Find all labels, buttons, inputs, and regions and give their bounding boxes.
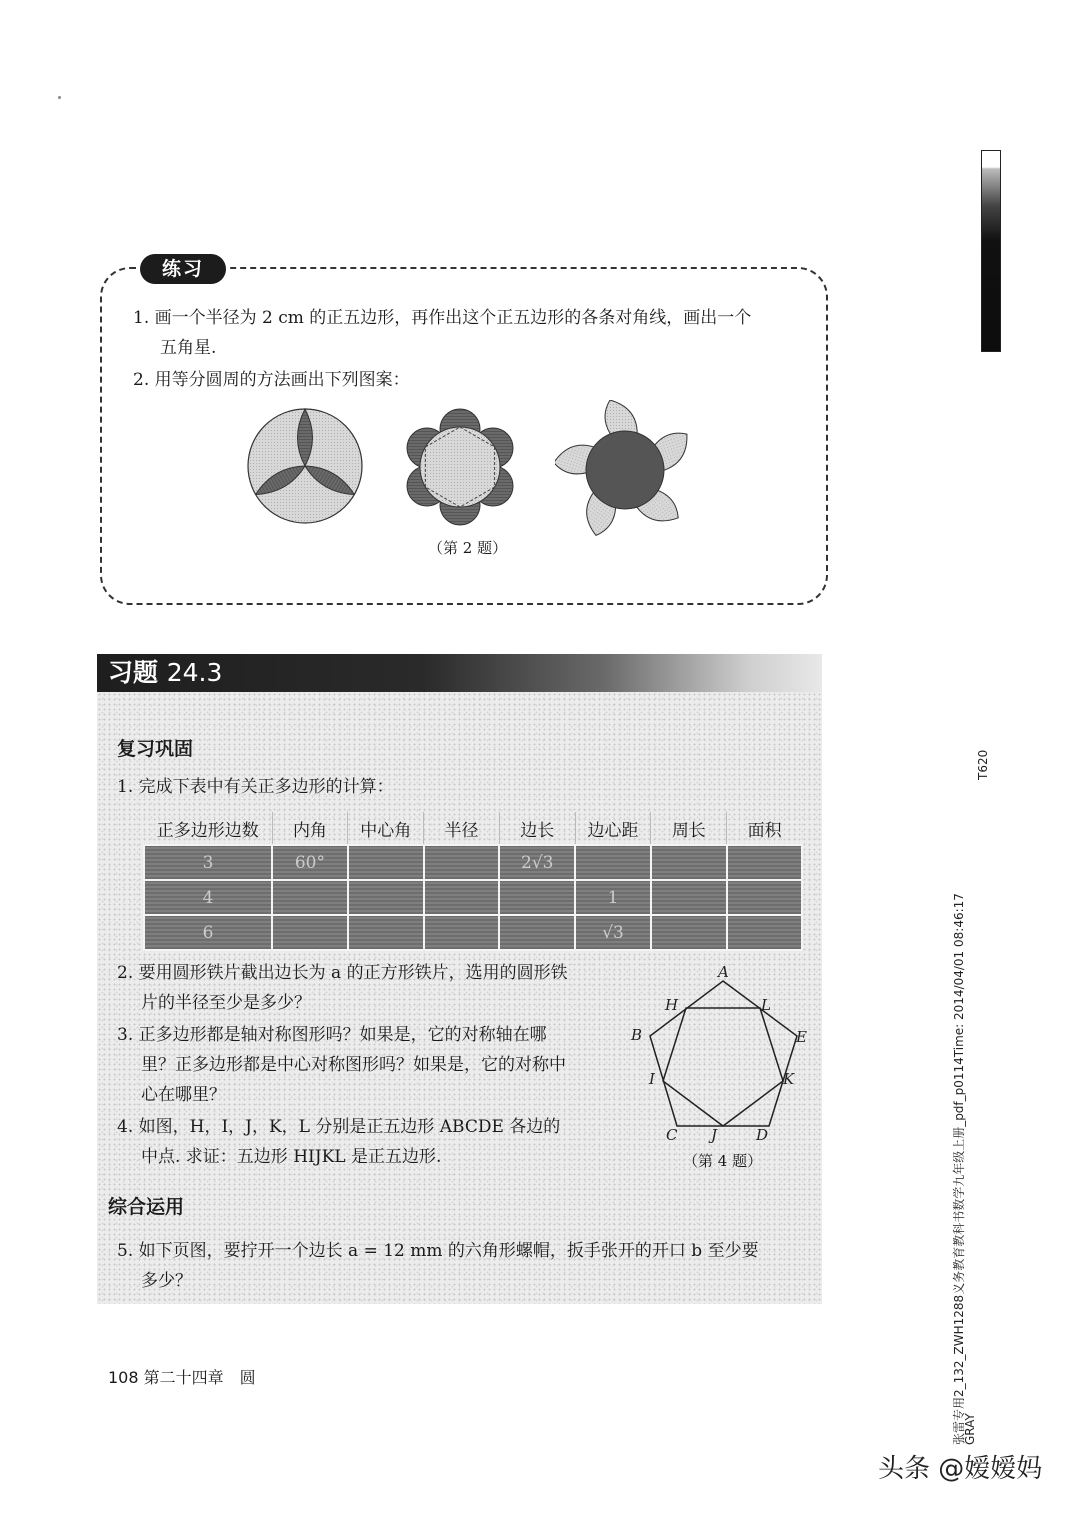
figure-2-caption: （第 2 题） xyxy=(428,539,508,557)
label-I: I xyxy=(649,1070,655,1088)
label-C: C xyxy=(666,1126,678,1144)
table-row: 3 60° 2√3 xyxy=(144,845,802,880)
table-header-row xyxy=(144,812,802,845)
pattern-three-petal xyxy=(235,400,375,530)
registration-bar xyxy=(981,150,1001,352)
margin-print-info: 张雷专用2_132_ZWH1288义务教育教科书数学九年级上册_pdf_p0114Time: 2014/04/01 08:46:17 xyxy=(952,893,966,1445)
section-title: 习题 24.3 xyxy=(108,658,223,687)
watermark: 头条 @嫒嫒妈 xyxy=(878,1454,1043,1484)
label-E: E xyxy=(796,1028,807,1046)
col-header: 边心距 xyxy=(575,812,651,845)
pattern-five-petal xyxy=(555,400,695,540)
pentagon-figure xyxy=(625,960,825,1150)
col-header: 内角 xyxy=(272,812,348,845)
col-header: 面积 xyxy=(747,820,782,841)
practice-item-1: 1. 画一个半径为 2 cm 的正五边形，再作出这个正五边形的各条对角线，画出一个 xyxy=(133,308,752,328)
col-header: 边长 xyxy=(499,812,575,845)
question-2: 2. 要用圆形铁片截出边长为 a 的正方形铁片，选用的圆形铁 xyxy=(117,963,568,983)
margin-gray: GRAY xyxy=(963,1413,977,1445)
question-1: 1. 完成下表中有关正多边形的计算： xyxy=(117,777,394,797)
page-footer xyxy=(108,1365,256,1388)
col-header: 正多边形边数 xyxy=(144,812,272,845)
label-B: B xyxy=(631,1026,643,1044)
question-3-cont2: 心在哪里？ xyxy=(141,1085,226,1105)
chapter-title: 第二十四章 圆 xyxy=(143,1368,256,1387)
question-5: 5. 如下页图，要拧开一个边长 a = 12 mm 的六角形螺帽，扳手张开的开口 b 至少要 xyxy=(117,1241,759,1261)
scan-dot xyxy=(58,96,61,99)
col-header: 中心角 xyxy=(348,812,424,845)
figure-4-caption: （第 4 题） xyxy=(683,1152,763,1170)
applied-heading: 综合运用 xyxy=(108,1196,185,1218)
margin-code: T620 xyxy=(976,749,990,780)
practice-item-2: 2. 用等分圆周的方法画出下列图案： xyxy=(133,370,410,390)
col-header: 半径 xyxy=(424,812,500,845)
label-J: J xyxy=(711,1126,718,1144)
question-3-cont: 里？正多边形都是中心对称图形吗？如果是，它的对称中 xyxy=(141,1055,566,1075)
practice-item-1-cont: 五角星. xyxy=(160,338,217,358)
label-L: L xyxy=(761,996,771,1014)
question-3: 3. 正多边形都是轴对称图形吗？如果是，它的对称轴在哪 xyxy=(117,1025,547,1045)
polygon-table xyxy=(143,812,803,951)
practice-tag: 练习 xyxy=(140,254,226,284)
table-row: 4 1 xyxy=(144,880,802,915)
table-row: 6 √3 xyxy=(144,915,802,950)
pattern-six-petal xyxy=(400,407,520,527)
col-header: 周长 xyxy=(651,812,727,845)
page-number: 108 xyxy=(108,1368,139,1387)
label-A: A xyxy=(718,963,729,981)
review-heading: 复习巩固 xyxy=(117,738,194,760)
label-D: D xyxy=(756,1126,769,1144)
question-5-cont: 多少？ xyxy=(141,1271,192,1291)
question-4-cont: 中点. 求证：五边形 HIJKL 是正五边形. xyxy=(141,1147,442,1167)
label-H: H xyxy=(665,996,679,1014)
question-2-cont: 片的半径至少是多少？ xyxy=(141,993,311,1013)
question-4: 4. 如图，H，I，J，K，L 分别是正五边形 ABCDE 各边的 xyxy=(117,1117,561,1137)
label-K: K xyxy=(783,1070,795,1088)
